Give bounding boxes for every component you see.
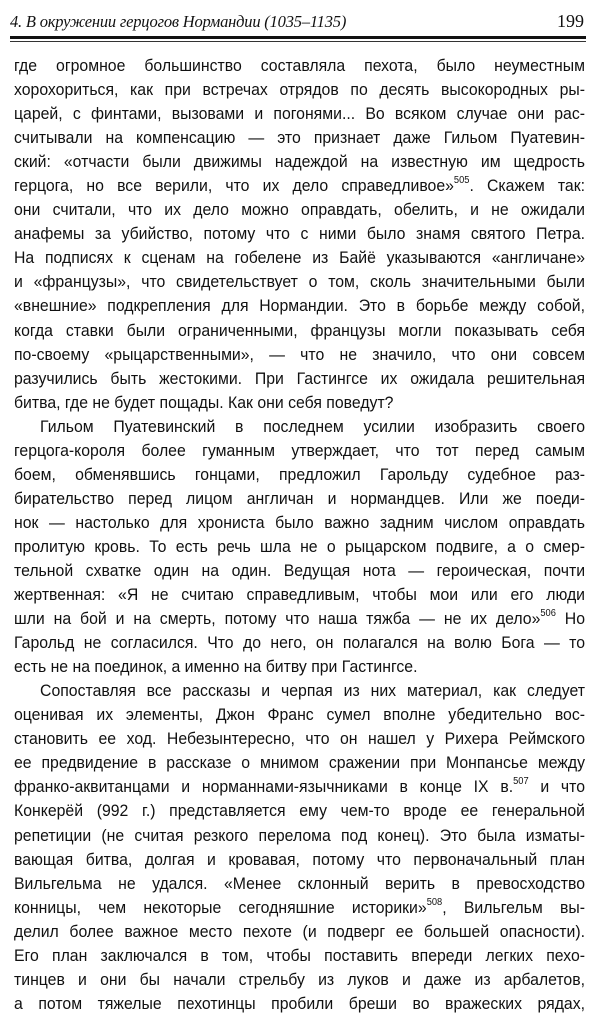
- text-line: [14, 511, 585, 535]
- text-line: [14, 992, 585, 1016]
- text-line: [14, 222, 585, 246]
- line-text: где огромное большинство составляла пехота, было неуместным: [14, 56, 586, 75]
- footnote-ref[interactable]: 506: [540, 608, 556, 620]
- line-text: шли на бой и на смерть, потому что наша тяжба — не их дело»: [14, 609, 541, 629]
- text-line: [14, 799, 585, 823]
- text-line: [14, 54, 585, 78]
- line-text: тинцев и они бы начали стрельбу из луков и даже из арбалетов,: [14, 969, 586, 989]
- line-text-continued: . Скажем так:: [469, 176, 586, 196]
- footnote-ref[interactable]: 507: [513, 776, 529, 788]
- text-line: [14, 270, 585, 294]
- text-line: [14, 535, 585, 559]
- line-text: по-своему «рыцарственными», — что не значило, что они совсем: [14, 344, 586, 364]
- text-line: [14, 174, 585, 198]
- text-line: [14, 487, 585, 511]
- line-text: а потом тяжелые пехотинцы пробили бреши во вражеских рядах,: [14, 993, 586, 1013]
- line-text: Конкерёй (992 г.) представляется ему чем-то вроде ее генеральной: [14, 801, 586, 821]
- line-text: становить ее ход. Небезынтересно, что он нашел у Рихера Реймского: [14, 729, 586, 749]
- running-title: 4. В окружении герцогов Нормандии (1035–1135): [10, 12, 347, 31]
- line-text: герцога-короля более гуманным утверждает, что тот перед самым: [14, 440, 586, 460]
- line-text-continued: , Вильгельм вы-: [442, 897, 586, 917]
- line-text: «внешние» подкрепления для Нормандии. Это в борьбе между собой,: [14, 296, 586, 316]
- line-text: На подписях к сценам на гобелене из Байё указываются «англичане»: [14, 248, 586, 268]
- line-text: разучились быть жестокими. При Гастингсе их ожидала решительная: [14, 368, 586, 388]
- body-text: [14, 54, 585, 1016]
- line-text: тельной схватке один на один. Ведущая нота — героическая, почти: [14, 560, 586, 580]
- text-line: [14, 824, 585, 848]
- line-text: нок — настолько для хрониста было важно задним числом оправдать: [14, 512, 586, 532]
- line-text: Гильом Пуатевинский в последнем усилии изобразить своего: [40, 416, 586, 436]
- text-line: [14, 102, 585, 126]
- text-line: [14, 198, 585, 222]
- line-text: царей, с финтами, вызовами и погонями... Во всяком случае они рас-: [14, 104, 586, 124]
- line-text: Его план заключался в том, чтобы поставить впереди легких пехо-: [14, 945, 586, 965]
- footnote-ref[interactable]: 508: [426, 896, 443, 908]
- line-text: Вильгельма не удался. «Менее склонный верить в превосходство: [14, 873, 586, 893]
- text-line: [14, 848, 585, 872]
- running-header: [10, 10, 584, 34]
- line-text: считывали на компенсацию — это признает даже Гильом Пуатевин-: [14, 128, 586, 148]
- text-line: [14, 559, 585, 583]
- text-line: [14, 872, 585, 896]
- text-line: [14, 391, 585, 415]
- text-line: [14, 439, 585, 463]
- text-line: [14, 968, 585, 992]
- text-line: [14, 775, 585, 799]
- text-line: [14, 246, 585, 270]
- text-line: [14, 631, 585, 655]
- line-text-continued: Но: [555, 609, 586, 629]
- text-line: [14, 78, 585, 102]
- line-text: битва, где не будет пощады. Как они себя поведут?: [14, 392, 394, 412]
- text-line: [14, 415, 585, 439]
- text-line: [14, 583, 585, 607]
- text-line: [14, 607, 585, 631]
- text-line: [14, 703, 585, 727]
- line-text: конницы, чем некоторые сегодняшние историки»: [14, 897, 427, 917]
- text-line: [14, 126, 585, 150]
- line-text: анафемы за убийство, потому что с ними было знамя святого Петра.: [14, 224, 586, 244]
- text-line: [14, 751, 585, 775]
- line-text: франко-аквитанцами и норманнами-язычниками в конце IX в.: [14, 777, 514, 797]
- line-text: Гарольд не согласился. Что до него, он полагался на волю Бога — то: [14, 633, 586, 653]
- header-rule-thick: [10, 36, 586, 39]
- text-line: [14, 896, 585, 920]
- line-text: пролитую кровь. То есть речь шла не о рыцарском подвиге, а о смер-: [14, 536, 586, 556]
- text-line: [14, 343, 585, 367]
- line-text: Сопоставляя все рассказы и черпая из них материал, как следует: [40, 681, 586, 701]
- text-line: [14, 319, 585, 343]
- line-text: делил более важное место пехоте (и подверг ее большей опасности).: [14, 921, 586, 941]
- line-text: жертвенная: «Я не считаю справедливым, чтобы мои или его люди: [14, 585, 586, 605]
- line-text: и «французы», что свидетельствует о том, сколь значительными были: [14, 272, 586, 292]
- page-number: 199: [557, 11, 584, 31]
- line-text: боем, обменявшись гонцами, предложил Гарольду судебное раз-: [14, 464, 586, 484]
- text-line: [14, 679, 585, 703]
- line-text: репетиции (не считая резкого перелома под конец). Это была изматы-: [14, 825, 586, 845]
- text-line: [14, 463, 585, 487]
- line-text: хорохориться, как при встречах отрядов по десять высокородных ры-: [14, 80, 586, 100]
- text-line: [14, 944, 585, 968]
- line-text-continued: и что: [528, 777, 586, 797]
- line-text: ский: «отчасти были движимы надеждой на известную им щедрость: [14, 152, 586, 172]
- line-text: ее предвидение в рассказе о мнимом сражении при Монпансье между: [14, 753, 586, 773]
- footnote-ref[interactable]: 505: [453, 175, 470, 187]
- line-text: есть не на поединок, а именно на битву при Гастингсе.: [14, 657, 418, 677]
- line-text: когда ставки были ограниченными, французы могли показывать себя: [14, 320, 586, 340]
- text-line: [14, 920, 585, 944]
- text-line: [14, 150, 585, 174]
- line-text: вающая битва, долгая и кровавая, потому что первоначальный план: [14, 849, 586, 869]
- header-rule-thin: [10, 41, 586, 42]
- line-text: оценивая их элементы, Джон Франс сумел вполне убедительно вос-: [14, 705, 586, 725]
- text-line: [14, 655, 585, 679]
- text-line: [14, 727, 585, 751]
- line-text: герцога, но все верили, что их дело справедливое»: [14, 176, 454, 196]
- line-text: бирательство перед лицом англичан и нормандцев. Или же поеди-: [14, 488, 586, 508]
- text-line: [14, 367, 585, 391]
- line-text: они считали, что их дело можно оправдать, обелить, и не ожидали: [14, 200, 586, 220]
- text-line: [14, 294, 585, 318]
